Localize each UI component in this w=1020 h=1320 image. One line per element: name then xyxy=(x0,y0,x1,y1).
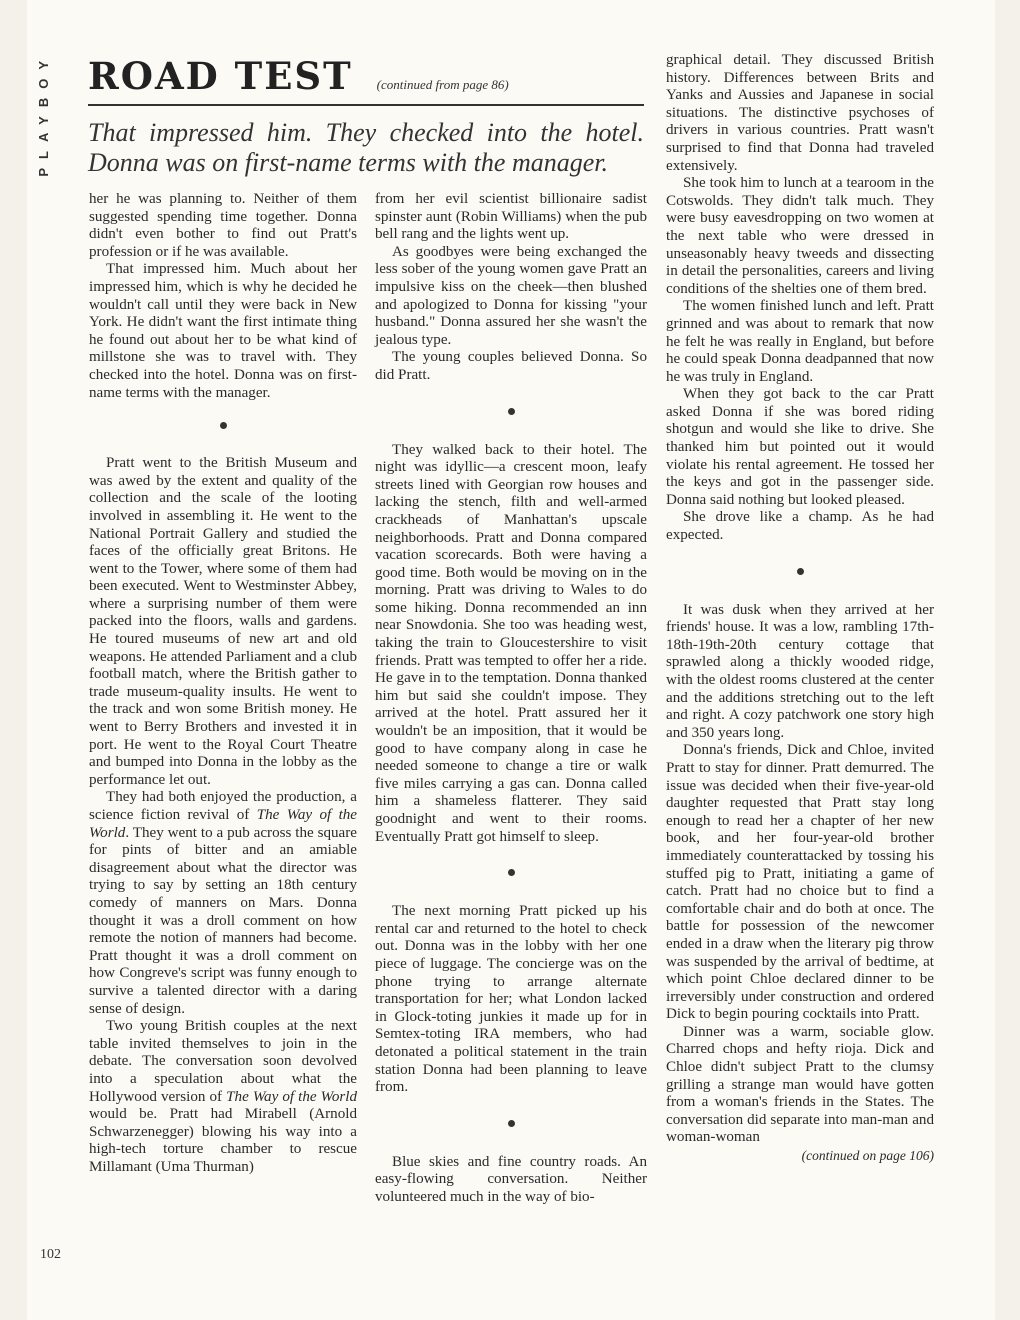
paragraph: When they got back to the car Pratt asked Donna if she was bored riding shotgun and would she like to drive. She thanked him but pointed out it would violate his rental agreement. He tossed her the keys and got in the passenger side. Donna said nothing but looked pleased. xyxy=(666,386,934,508)
paragraph: Donna's friends, Dick and Chloe, invited Pratt to stay for dinner. Pratt demurred. The issue was decided when their five-year-old daughter requested that Pratt stay long enough to read her a chapter of her new book, and her four-year-old brother immediately counterattacked by tossing his stuffed pig to Pratt, initiating a game of catch. Pratt had no choice but to find a comfortable chair and do both at once. The battle for possession of the newcomer ended in a draw when the literary pig throw was suspended by the arrival of bedtime, at which point Chloe declared dinner to be irreversibly under construction and ordered Dick to begin pouring cocktails into Pratt. xyxy=(666,742,934,1023)
paragraph: Pratt went to the British Museum and was awed by the extent and quality of the collection and the scale of the looting involved in assembling it. He went to the National Portrait Gallery and studied the faces of the officially great Britons. He went to the Tower, where some of them had been executed. Went to Westminster Abbey, where a surprising number of them were packed into the floors, walls and gardens. He toured museums of new art and old weapons. He attended Parliament and a club football match, where the British gather to trade museum-quality insults. He went to the track and won some British money. He went to Berry Brothers and invested it in port. He went to the Royal Court Theatre and bumped into Donna in the lobby as the performance let out. xyxy=(89,455,357,788)
paragraph: The young couples believed Donna. So did Pratt. xyxy=(375,349,647,383)
paragraph: As goodbyes were being exchanged the less sober of the young women gave Pratt an impulsive kiss on the cheek—then blushed and apologized to Donna for kissing "your husband." Donna assured her she wasn't the jealous type. xyxy=(375,243,647,348)
header-rule xyxy=(88,104,644,106)
article-title: ROAD TEST xyxy=(88,54,353,98)
magazine-name: PLAYBOY xyxy=(36,52,51,177)
section-break-dot xyxy=(375,864,647,881)
paragraph: The women finished lunch and left. Pratt grinned and was about to remark that now he felt he was really in England, but before he could speak Donna deadpanned that now he was truly in England. xyxy=(666,298,934,385)
continued-on: (continued on page 106) xyxy=(801,1148,934,1164)
text-column-2 xyxy=(375,191,647,1207)
text-column-1 xyxy=(89,191,357,1176)
article-header xyxy=(88,54,644,178)
text-column-3 xyxy=(666,52,934,1165)
section-break-dot xyxy=(89,417,357,434)
paragraph: Blue skies and fine country roads. An easy-flowing conversation. Neither volunteered much in the way of bio- xyxy=(375,1153,647,1205)
paragraph: The next morning Pratt picked up his rental car and returned to the hotel to check out. Donna was in the lobby with her one piece of luggage. The concierge was on the phone trying to arrange alternate transportation for her; what London lacked in Glock-toting junkies it made up for in Semtex-toting IRA members, who had detonated a political statement in the train station Donna had been planning to leave from. xyxy=(375,903,647,1096)
section-break-dot xyxy=(375,403,647,420)
paragraph: She drove like a champ. As he had expected. xyxy=(666,509,934,544)
paragraph: They walked back to their hotel. The night was idyllic—a crescent moon, leafy streets lined with Georgian row houses and lacking the stench, filth and well-armed crackheads of Manhattan's upscale neighborhoods. Pratt and Donna compared vacation scorecards. Both were having a good time. Both would be moving on in the morning. Pratt was driving to Wales to do some hiking. Donna recommended an inn near Snowdonia. She too was heading west, taking the train to Gloucestershire to visit friends. Pratt was tempted to offer her a ride. He gave in to the temptation. Donna thanked him but said she couldn't impose. They arrived at the hotel. Pratt assured her it wouldn't be an imposition, that it would be good to have company along in case he needed someone to change a tire or walk five miles carrying a gas can. Donna called him a shameless flatterer. They said goodnight and went to their rooms. Eventually Pratt got himself to sleep. xyxy=(375,441,647,845)
pull-quote: That impressed him. They checked into the hotel. Donna was on first-name terms with the manager. xyxy=(88,118,644,177)
continued-from: (continued from page 86) xyxy=(376,77,509,92)
paragraph: from her evil scientist billionaire sadist spinster aunt (Robin Williams) when the pub bell rang and the lights went up. xyxy=(375,191,647,243)
section-break-dot xyxy=(666,563,934,580)
section-break-dot xyxy=(375,1115,647,1132)
paragraph: That impressed him. Much about her impressed him, which is why he decided he wouldn't call until they were back in New York. He didn't want the first intimate thing he found out about her to be what kind of millstone she was to travel with. They checked into the hotel. Donna was on first-name terms with the manager. xyxy=(89,261,357,401)
paragraph: They had both enjoyed the production, a science fiction revival of The Way of the World. They went to a pub across the square for pints of bitter and an amiable disagreement about what the director was trying to say by setting an 18th century comedy of manners on Mars. Donna thought it was a droll comment on how remote the notion of manners had become. Pratt thought it was a droll comment on how Congreve's script was funny enough to survive a talented director with a daring sense of design. xyxy=(89,789,358,1017)
play-title: The Way of the World xyxy=(226,1088,358,1105)
page-number: 102 xyxy=(40,1247,61,1262)
paragraph: Dinner was a warm, sociable glow. Charred chops and hefty rioja. Dick and Chloe didn't subject Pratt to the clumsy grilling a strange man would have gotten from a woman's friends in the States. The conversation did separate into man-man and woman-woman xyxy=(666,1023,934,1146)
paragraph: It was dusk when they arrived at her friends' house. It was a low, rambling 17th-18th-19th-20th century cottage that sprawled along a thickly wooded ridge, with the oldest rooms clustered at the center and the additions stretching out to the left and right. A cozy patchwork one story high and 350 years long. xyxy=(666,601,934,741)
paragraph: She took him to lunch at a tearoom in the Cotswolds. They didn't talk much. They were busy eavesdropping on two women at the next table who were dressed in unseasonably heavy tweeds and dissecting in detail the personalities, careers and living conditions of the shelties one of them bred. xyxy=(666,175,934,297)
paragraph: her he was planning to. Neither of them suggested spending time together. Donna didn't even bother to find out Pratt's profession or if he was available. xyxy=(89,191,357,260)
paragraph: graphical detail. They discussed British history. Differences between Brits and Yanks and Aussies and Japanese in social situations. The distinctive psychoses of drivers in various countries. Pratt wasn't surprised to find that Donna had traveled extensively. xyxy=(666,52,934,174)
play-title: The Way of the World xyxy=(89,807,358,841)
paragraph: Two young British couples at the next table invited themselves to join in the debate. The conversation soon devolved into a speculation about what the Hollywood version of The Way of the World would be. Pratt had Mirabell (Arnold Schwarzenegger) blowing his way into a high-tech torture chamber to rescue Millamant (Uma Thurman) xyxy=(89,1018,358,1175)
